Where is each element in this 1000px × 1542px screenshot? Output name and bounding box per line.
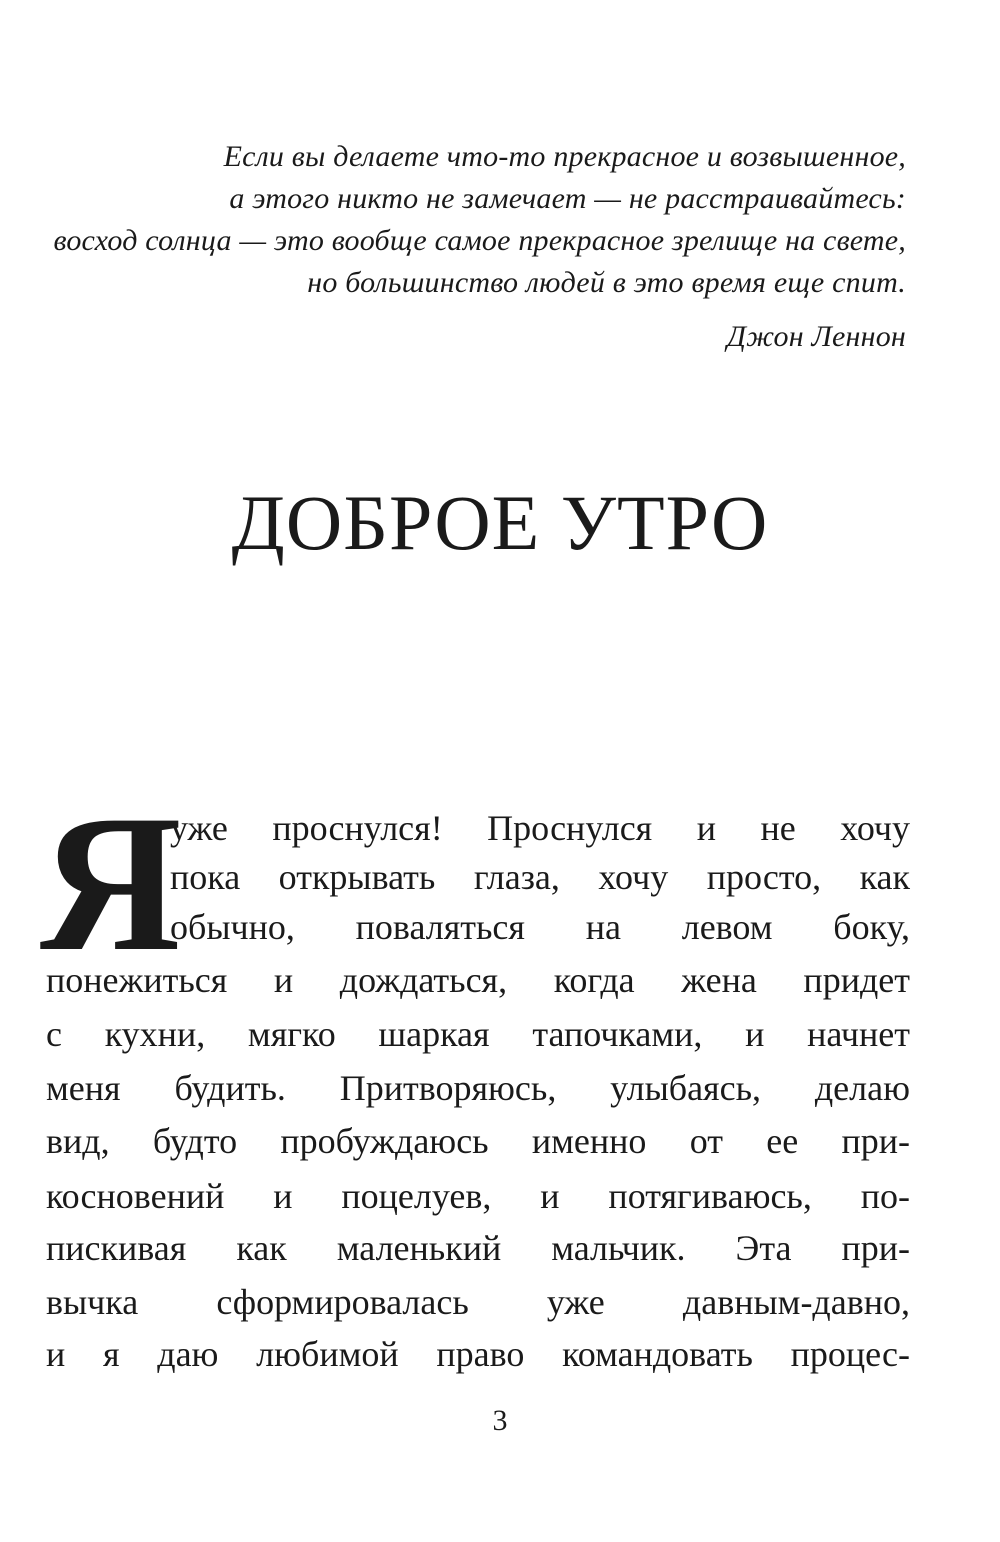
epigraph-line: восход солнца — это вообще самое прекрасное зрелище на свете, [53, 224, 906, 257]
epigraph-line: но большинство людей в это время еще спит. [307, 266, 906, 299]
text-line: уже проснулся! Проснулся и не хочу [170, 808, 910, 848]
epigraph-author: Джон Леннон [726, 320, 906, 353]
text-line: меня будить. Притворяюсь, улыбаясь, делаю [46, 1068, 910, 1108]
text-line: пока открывать глаза, хочу просто, как [170, 857, 910, 897]
page-number: 3 [492, 1404, 508, 1437]
text-line: вид, будто пробуждаюсь именно от ее при- [46, 1121, 910, 1161]
text-line: и я даю любимой право командовать процес- [46, 1334, 910, 1374]
epigraph-line: Если вы делаете что-то прекрасное и возвышенное, [223, 140, 906, 173]
text-line: вычка сформировалась уже давным-давно, [46, 1282, 910, 1322]
chapter-title: ДОБРОЕ УТРО [231, 479, 769, 566]
text-line: пискивая как маленький мальчик. Эта при- [46, 1228, 910, 1268]
text-line: понежиться и дождаться, когда жена придет [46, 960, 910, 1000]
drop-cap: Я [40, 775, 182, 992]
epigraph-line: а этого никто не замечает — не расстраивайтесь: [229, 182, 906, 215]
text-line: обычно, поваляться на левом боку, [170, 907, 910, 947]
text-line: косновений и поцелуев, и потягиваюсь, по- [46, 1176, 910, 1216]
text-line: с кухни, мягко шаркая тапочками, и начнет [46, 1014, 910, 1054]
